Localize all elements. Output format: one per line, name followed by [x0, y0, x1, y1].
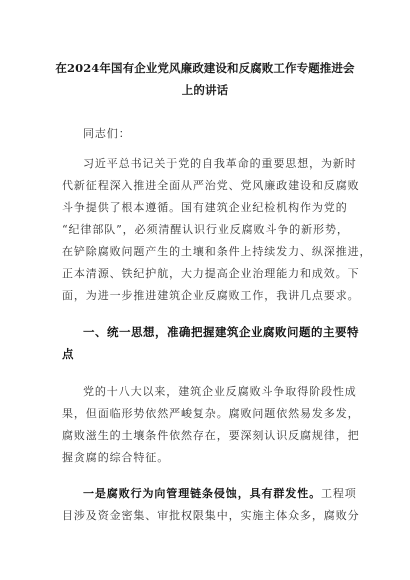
section-1-line: 腐败滋生的土壤条件依然存在，要深刻认识反腐规律，把 [62, 429, 360, 442]
document-title-line-2: 上的讲话 [181, 83, 229, 97]
intro-line: 习近平总书记关于党的自我革命的重要思想，为新时 [83, 157, 357, 170]
intro-line: 代新征程深入推进全面从严治党、党风廉政建设和反腐败 [62, 179, 360, 192]
intro-line: 面，为进一步推进建筑企业反腐败工作，我讲几点要求。 [62, 289, 360, 302]
point-1-paragraph [83, 485, 357, 501]
section-1-heading: 一、统一思想，准确把握建筑企业腐败问题的主要特 [83, 325, 359, 339]
document-title-line-1: 在2024年国有企业党风廉政建设和反腐败工作专题推进会 [55, 61, 355, 75]
section-1-heading-continued: 点 [62, 347, 74, 361]
point-1-text: 工程项 [321, 487, 357, 500]
salutation: 同志们： [83, 127, 131, 140]
section-1-line: 党的十八大以来，建筑企业反腐败斗争取得阶段性成 [83, 385, 357, 398]
intro-line: 正本清源、铁纪护航，大力提高企业治理能力和成效。下 [62, 267, 360, 280]
section-1-line: 果，但面临形势依然严峻复杂。腐败问题依然易发多发， [62, 407, 360, 420]
point-1-lead: 一是腐败行为向管理链条侵蚀，具有群发性。 [83, 487, 321, 500]
intro-line: “纪律部队”，必须清醒认识行业反腐败斗争的新形势， [62, 223, 349, 236]
point-1-line: 目涉及资金密集、审批权限集中，实施主体众多，腐败分 [62, 509, 360, 522]
intro-line: 斗争提供了根本遵循。国有建筑企业纪检机构作为党的 [62, 201, 348, 214]
section-1-line: 握贪腐的综合特征。 [62, 451, 170, 464]
intro-line: 在铲除腐败问题产生的土壤和条件上持续发力、纵深推进， [62, 245, 372, 258]
